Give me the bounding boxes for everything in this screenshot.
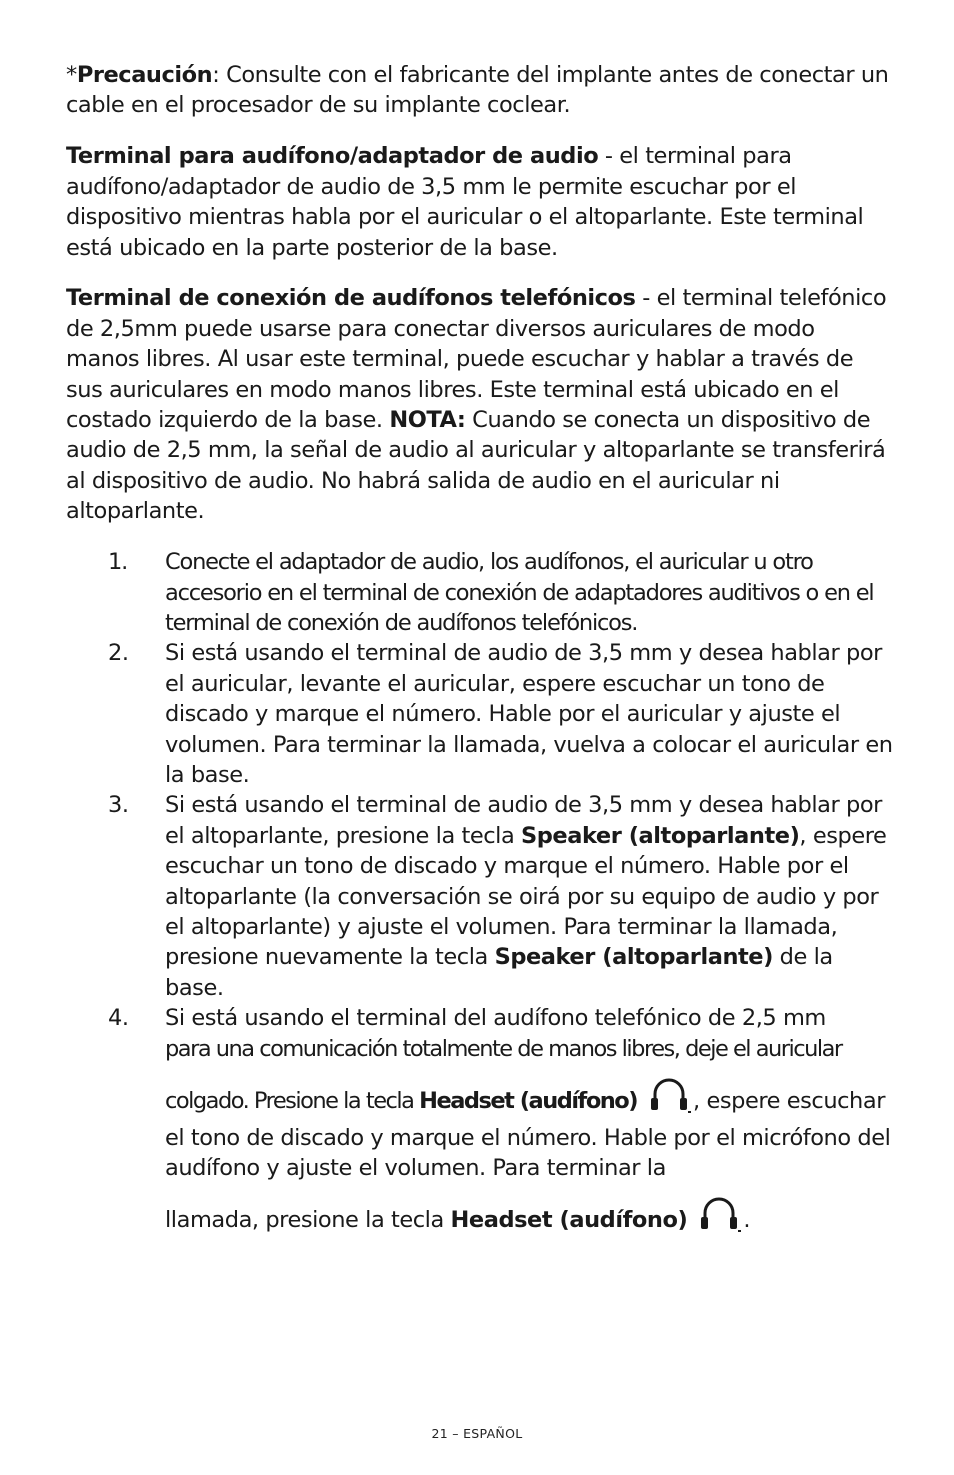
step-4-end-line: [165, 1183, 894, 1241]
step-number: 3.: [108, 792, 129, 819]
audio-jack-label: Terminal para audífono/adaptador de audio: [66, 143, 599, 170]
audio-jack-paragraph: [66, 141, 894, 263]
step-text-condensed: para una comunicación totalmente de manos libres, deje el auricular: [165, 1035, 842, 1062]
speaker-key-label: Speaker (altoparlante): [494, 944, 773, 971]
headset-key-label: Headset (audífono): [419, 1088, 638, 1115]
step-text: de la base.: [165, 944, 833, 1001]
step-number: 2.: [108, 640, 129, 667]
step-3: [66, 790, 894, 1003]
headset-key-label: Headset (audífono): [450, 1207, 688, 1234]
note-label: NOTA:: [389, 407, 466, 434]
step-text: , espere escuchar el tono de discado y marque el número. Hable por el micrófono del audífono y ajuste el volumen. Para terminar la: [165, 1088, 891, 1181]
step-text: llamada, presione la tecla: [165, 1207, 451, 1234]
headset-jack-text: - el terminal telefónico de 2,5mm puede usarse para conectar diversos auriculares de modo manos libres. Al usar este terminal, puede escuchar y hablar a través de sus auriculares en modo manos libres. Este terminal está ubicado en el costado izquierdo de la base.: [66, 285, 887, 434]
page-content: [66, 60, 894, 1242]
headset-jack-label: Terminal de conexión de audífonos telefónicos: [66, 285, 636, 312]
step-text: Conecte el adaptador de audio, los audífonos, el auricular u otro accesorio en el terminal de conexión de adaptadores auditivos o en el terminal de conexión de audífonos telefónicos.: [165, 549, 874, 636]
steps-list: [66, 547, 894, 1242]
note-text: Cuando se conecta un dispositivo de audio de 2,5 mm, la señal de audio al auricular y altoparlante se transferirá al dispositivo de audio. No habrá salida de audio en el auricular ni altoparlante.: [66, 407, 886, 525]
step-text: Si está usando el terminal de audio de 3,5 mm y desea hablar por el auricular, levante el auricular, espere escuchar un tono de discado y marque el número. Hable por el auricular y ajuste el volumen. Para terminar la llamada, vuelva a colocar el auricular en la base.: [165, 640, 893, 789]
step-text-condensed: colgado. Presione la tecla: [165, 1088, 420, 1115]
caution-asterisk: *: [66, 62, 77, 88]
headset-icon: [697, 1195, 741, 1241]
headset-icon: [647, 1076, 691, 1122]
step-text: Si está usando el terminal del audífono telefónico de 2,5 mm: [165, 1005, 826, 1032]
step-text: .: [743, 1207, 751, 1234]
audio-jack-text: - el terminal para audífono/adaptador de audio de 3,5 mm le permite escuchar por el dispositivo mientras habla por el auricular o el altoparlante. Este terminal está ubicado en la parte posterior de la base.: [66, 143, 864, 261]
headset-jack-paragraph: [66, 283, 894, 526]
step-text: Si está usando el terminal de audio de 3,5 mm y desea hablar por el altoparlante, presione la tecla: [165, 792, 882, 849]
caution-paragraph: [66, 60, 894, 121]
caution-label: Precaución: [76, 62, 213, 88]
speaker-key-label: Speaker (altoparlante): [521, 822, 800, 849]
step-4: [66, 1003, 894, 1241]
page-footer: 21 – ESPAÑOL: [431, 1426, 523, 1441]
step-number: 4.: [108, 1005, 129, 1032]
step-1: [66, 547, 894, 638]
step-number: 1.: [108, 549, 128, 576]
step-2: [66, 638, 894, 790]
caution-text: : Consulte con el fabricante del implante antes de conectar un cable en el procesador de su implante coclear.: [66, 62, 889, 119]
step-text: , espere escuchar un tono de discado y marque el número. Hable por el altoparlante (la conversación se oirá por su equipo de audio y por el altoparlante) y ajuste el volumen. Para terminar la llamada, presione nuevamente la tecla: [165, 822, 887, 971]
step-4-headset-line: [165, 1064, 894, 1183]
